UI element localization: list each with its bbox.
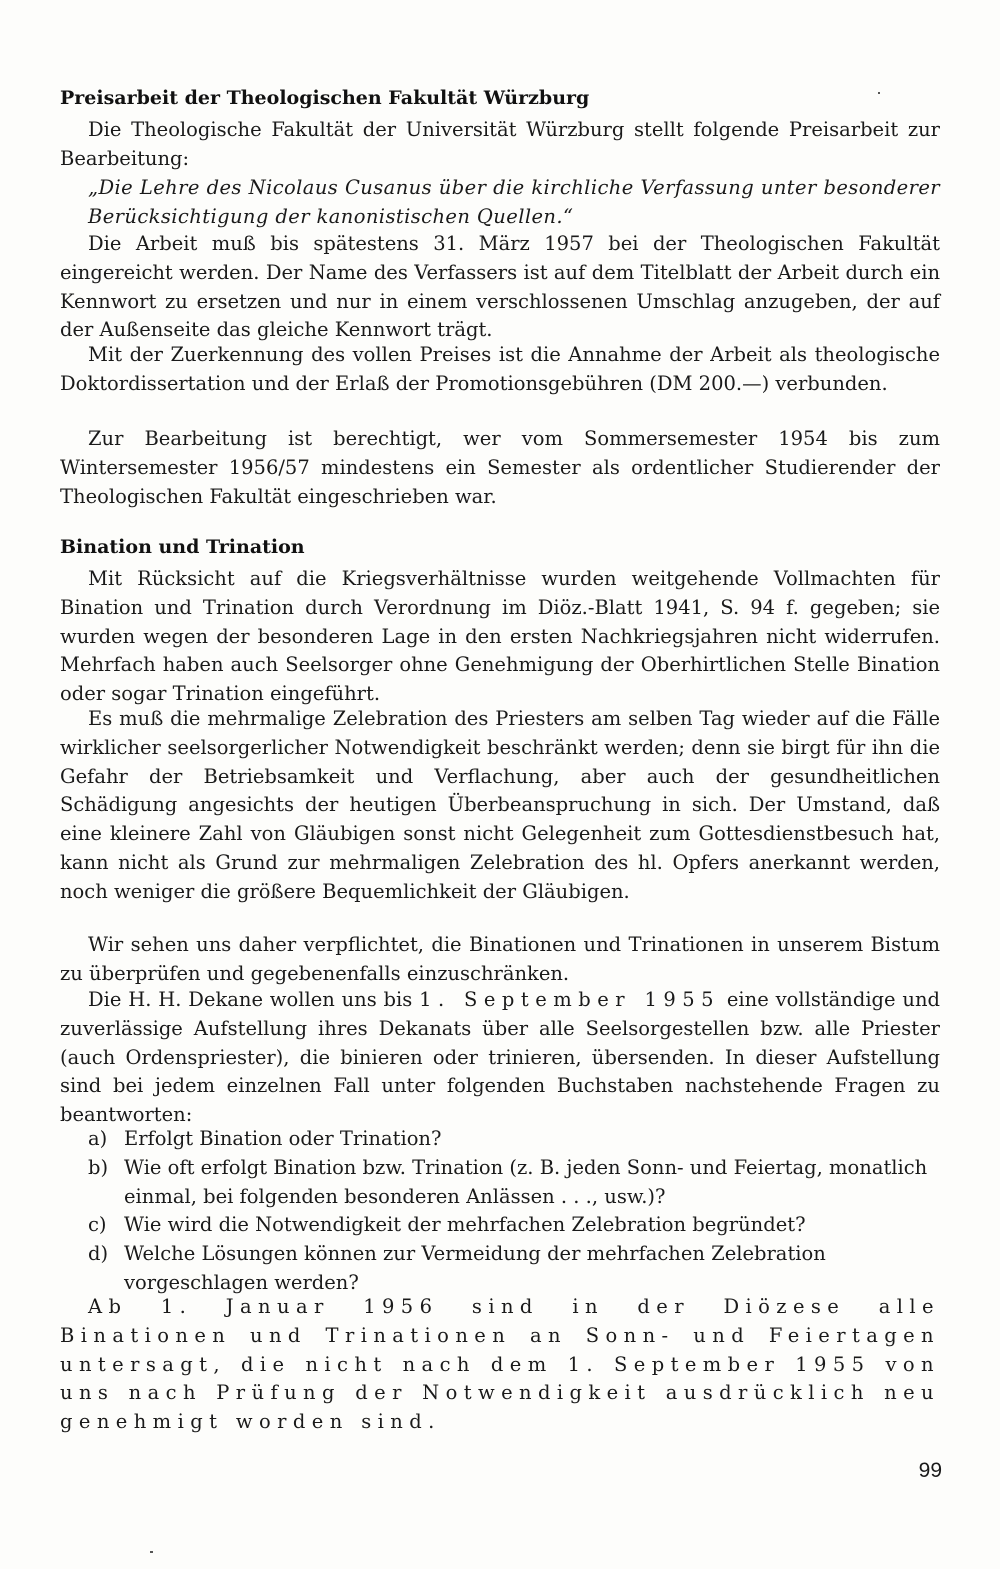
paragraph-quote: „Die Lehre des Nicolaus Cusanus über die kirchliche Verfassung unter besonderer Berücksichtigung der kanonistischen Quellen.“ xyxy=(88,176,940,228)
paragraph-bination-history: Mit Rücksicht auf die Kriegsverhältnisse wurden weitgehende Vollmachten für Bination und Trination durch Verordnung im Diöz.-Blatt 1941, S. 94 f. gegeben; sie wurden wegen der besonderen Lage in den ersten Nachkriegsjahren nicht widerrufen. Mehrfach haben auch Seelsorger ohne Genehmigung der Oberhirtlichen Stelle Bination oder sogar Trination eingeführt. xyxy=(60,567,940,706)
request-text-start: Die H. H. Dekane wollen uns bis xyxy=(88,988,420,1011)
request-deadline-date: 1. September 1955 xyxy=(419,988,721,1011)
question-text: Wie oft erfolgt Bination bzw. Trination (z. B. jeden Sonn- und Feiertag, monatlich einmal, bei folgenden besonderen Anlässen . . ., usw.)? xyxy=(124,1155,928,1208)
question-marker: d) xyxy=(88,1242,109,1266)
question-item xyxy=(88,1154,940,1212)
question-text: Erfolgt Bination oder Trination? xyxy=(124,1127,442,1150)
question-item xyxy=(88,1211,940,1240)
page-number: 99 xyxy=(918,1459,942,1482)
question-text: Welche Lösungen können zur Vermeidung der mehrfachen Zelebration vorgeschlagen werden? xyxy=(124,1242,826,1294)
paragraph-bination-restriction: Es muß die mehrmalige Zelebration des Priesters am selben Tag wieder auf die Fälle wirklicher seelsorgerlicher Notwendigkeit beschränkt werden; denn sie birgt für ihn die Gefahr der Betriebsamkeit und Verflachung, aber auch der gesundheitlichen Schädigung angesichts der heutigen Überbeanspruchung in sich. Der Umstand, daß eine kleinere Zahl von Gläubigen sonst nicht Gelegenheit zum Gottesdienstbesuch hat, kann nicht als Grund zur mehrmaligen Zelebration des hl. Opfers anerkannt werden, noch weniger die größere Bequemlichkeit der Gläubigen. xyxy=(60,707,940,903)
paragraph-intro: Die Theologische Fakultät der Universität Würzburg stellt folgende Preisarbeit zur Bearbeitung: xyxy=(60,118,940,170)
question-marker: c) xyxy=(88,1213,107,1237)
question-list xyxy=(88,1125,940,1298)
question-text: Wie wird die Notwendigkeit der mehrfachen Zelebration begründet? xyxy=(124,1213,806,1237)
paragraph-prize: Mit der Zuerkennung des vollen Preises ist die Annahme der Arbeit als theologische Doktordissertation und der Erlaß der Promotionsgebühren (DM 200.—) verbunden. xyxy=(60,343,940,395)
question-item xyxy=(88,1240,940,1298)
question-marker: b) xyxy=(88,1155,109,1179)
paragraph-deadline: Die Arbeit muß bis spätestens 31. März 1957 bei der Theologischen Fakultät eingereicht werden. Der Name des Verfassers ist auf dem Titelblatt der Arbeit durch ein Kennwort zu ersetzen und nur in einem verschlossenen Umschlag anzugeben, der auf der Außenseite das gleiche Kennwort trägt. xyxy=(60,232,940,342)
section-heading-bination: Bination und Trination xyxy=(60,536,305,558)
paragraph-eligibility: Zur Bearbeitung ist berechtigt, wer vom Sommersemester 1954 bis zum Wintersemester 1956/57 mindestens ein Semester als ordentlicher Studierender der Theologischen Fakultät eingeschrieben war. xyxy=(60,427,940,508)
paragraph-bination-review: Wir sehen uns daher verpflichtet, die Binationen und Trinationen in unserem Bistum zu überprüfen und gegebenenfalls einzuschränken. xyxy=(60,933,940,985)
question-item xyxy=(88,1125,940,1154)
paragraph-dekane-request xyxy=(60,986,940,1130)
scan-speck xyxy=(150,1551,153,1553)
request-text-end: eine vollständige und zuverlässige Aufstellung ihres Dekanats über alle Seelsorgestellen bzw. alle Priester (auch Ordenspriester), die binieren oder trinieren, übersenden. In dieser Aufstellung sind bei jedem einzelnen Fall unter folgenden Buchstaben nachstehende Fragen zu beantworten: xyxy=(60,988,941,1127)
paragraph-prohibition-notice: Ab 1. Januar 1956 sind in der Diözese alle Binationen und Trinationen an Sonn- und Feiertagen untersagt, die nicht nach dem 1. September 1955 von uns nach Prüfung der Notwendigkeit ausdrücklich neu genehmigt worden sind. xyxy=(60,1295,940,1434)
scan-speck xyxy=(878,92,880,94)
question-marker: a) xyxy=(88,1127,108,1150)
section-heading-preisarbeit: Preisarbeit der Theologischen Fakultät Würzburg xyxy=(60,87,590,109)
